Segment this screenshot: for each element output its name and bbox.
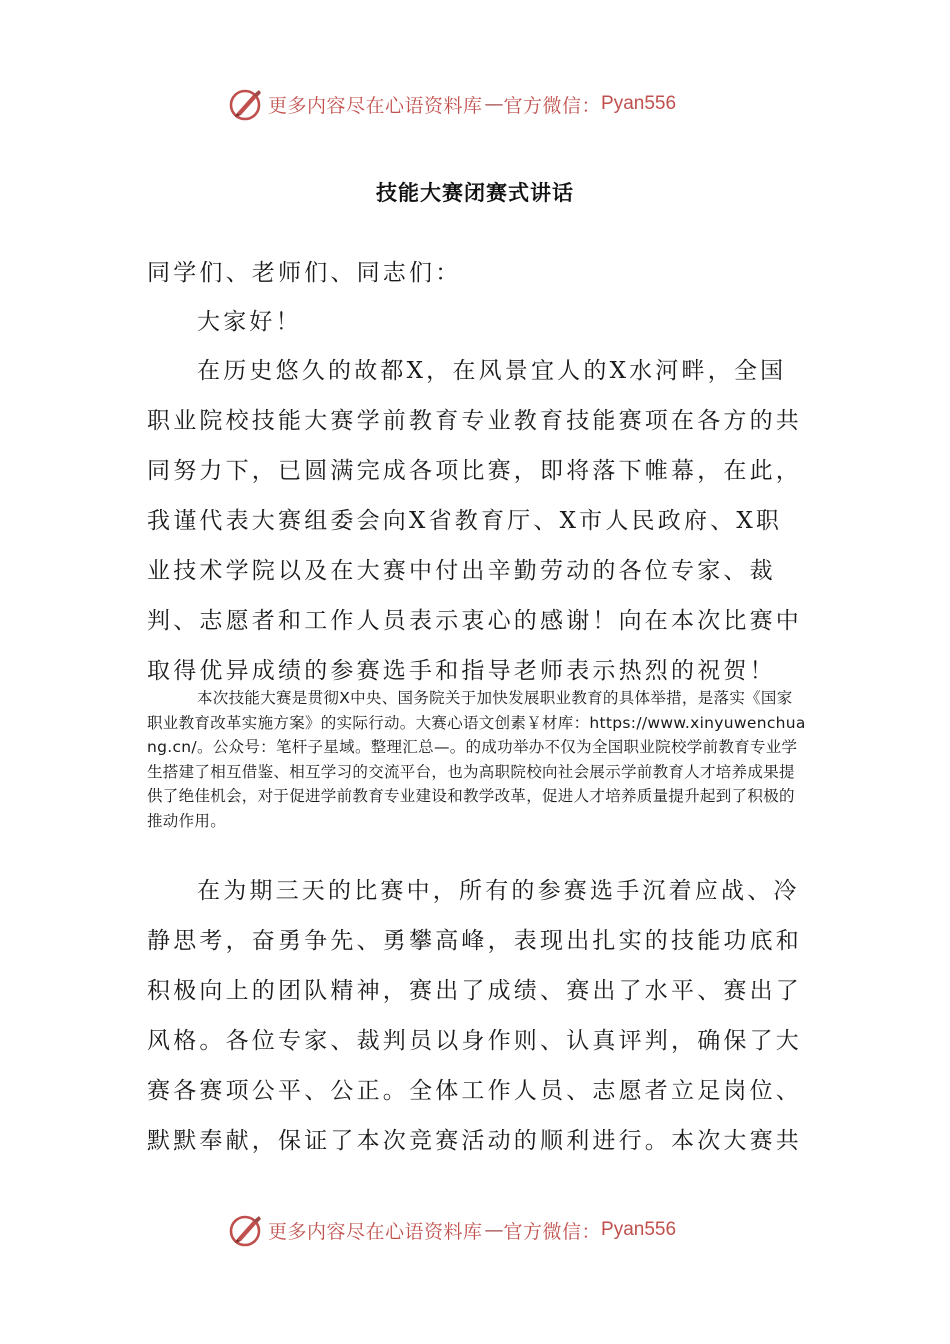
banner-dash: — [484, 93, 504, 115]
banner-label: 官方微信： [503, 1220, 602, 1243]
footer-banner [228, 1210, 748, 1250]
paragraph-2-text: 本次技能大赛是贯彻X中央、国务院关于加快发展职业教育的具体举措，是落实《国家职业教育改革实施方案》的实际行动。大赛心语文创素￥材库：https://www.xinyuwenchuang.cn/。公众号：笔杆子星域。整理汇总—。的成功举办不仅为全国职业院校学前教育专业学生搭建了相互借鉴、相互学习的交流平台，也为高职院校向社会展示学前教育人才培养成果提供了绝佳机会，对于促进学前教育专业建设和教学改革，促进人才培养质量提升起到了积极的推动作用。 [147, 689, 806, 830]
salutation [147, 248, 807, 298]
paragraph-3-text: 在为期三天的比赛中，所有的参赛选手沉着应战、冷静思考，奋勇争先、勇攀高峰，表现出扎实的技能功底和积极向上的团队精神，赛出了成绩、赛出了水平、赛出了风格。各位专家、裁判员以身作则、认真评判，确保了大赛各赛项公平、公正。全体工作人员、志愿者立足岗位、默默奉献，保证了本次竞赛活动的顺利进行。本次大赛共 [147, 878, 802, 1154]
banner-text: 更多内容尽在心语资料库 [268, 94, 483, 117]
banner-label: 官方微信： [503, 94, 602, 117]
banner-wechat-id: Pyan556 [601, 1219, 677, 1240]
greeting-text: 大家好！ [197, 309, 302, 335]
greeting [147, 297, 807, 347]
pen-logo-icon [228, 86, 264, 122]
banner-wechat-id: Pyan556 [601, 93, 677, 114]
banner-text: 更多内容尽在心语资料库 [268, 1220, 483, 1243]
banner-dash: — [484, 1219, 504, 1241]
pen-logo-icon [228, 1212, 264, 1248]
paragraph-2 [147, 686, 807, 834]
document-title: 技能大赛闭赛式讲话 [376, 180, 574, 205]
header-banner [228, 84, 748, 124]
salutation-text: 同学们、老师们、同志们： [147, 260, 462, 286]
paragraph-1 [147, 346, 807, 696]
paragraph-1-text: 在历史悠久的故都X，在风景宜人的X水河畔，全国职业院校技能大赛学前教育专业教育技能赛项在各方的共同努力下，已圆满完成各项比赛，即将落下帷幕，在此，我谨代表大赛组委会向X省教育厅、X市人民政府、X职业技术学院以及在大赛中付出辛勤劳动的各位专家、裁判、志愿者和工作人员表示衷心的感谢！向在本次比赛中取得优异成绩的参赛选手和指导老师表示热烈的祝贺！ [147, 358, 802, 684]
paragraph-3 [147, 866, 807, 1166]
